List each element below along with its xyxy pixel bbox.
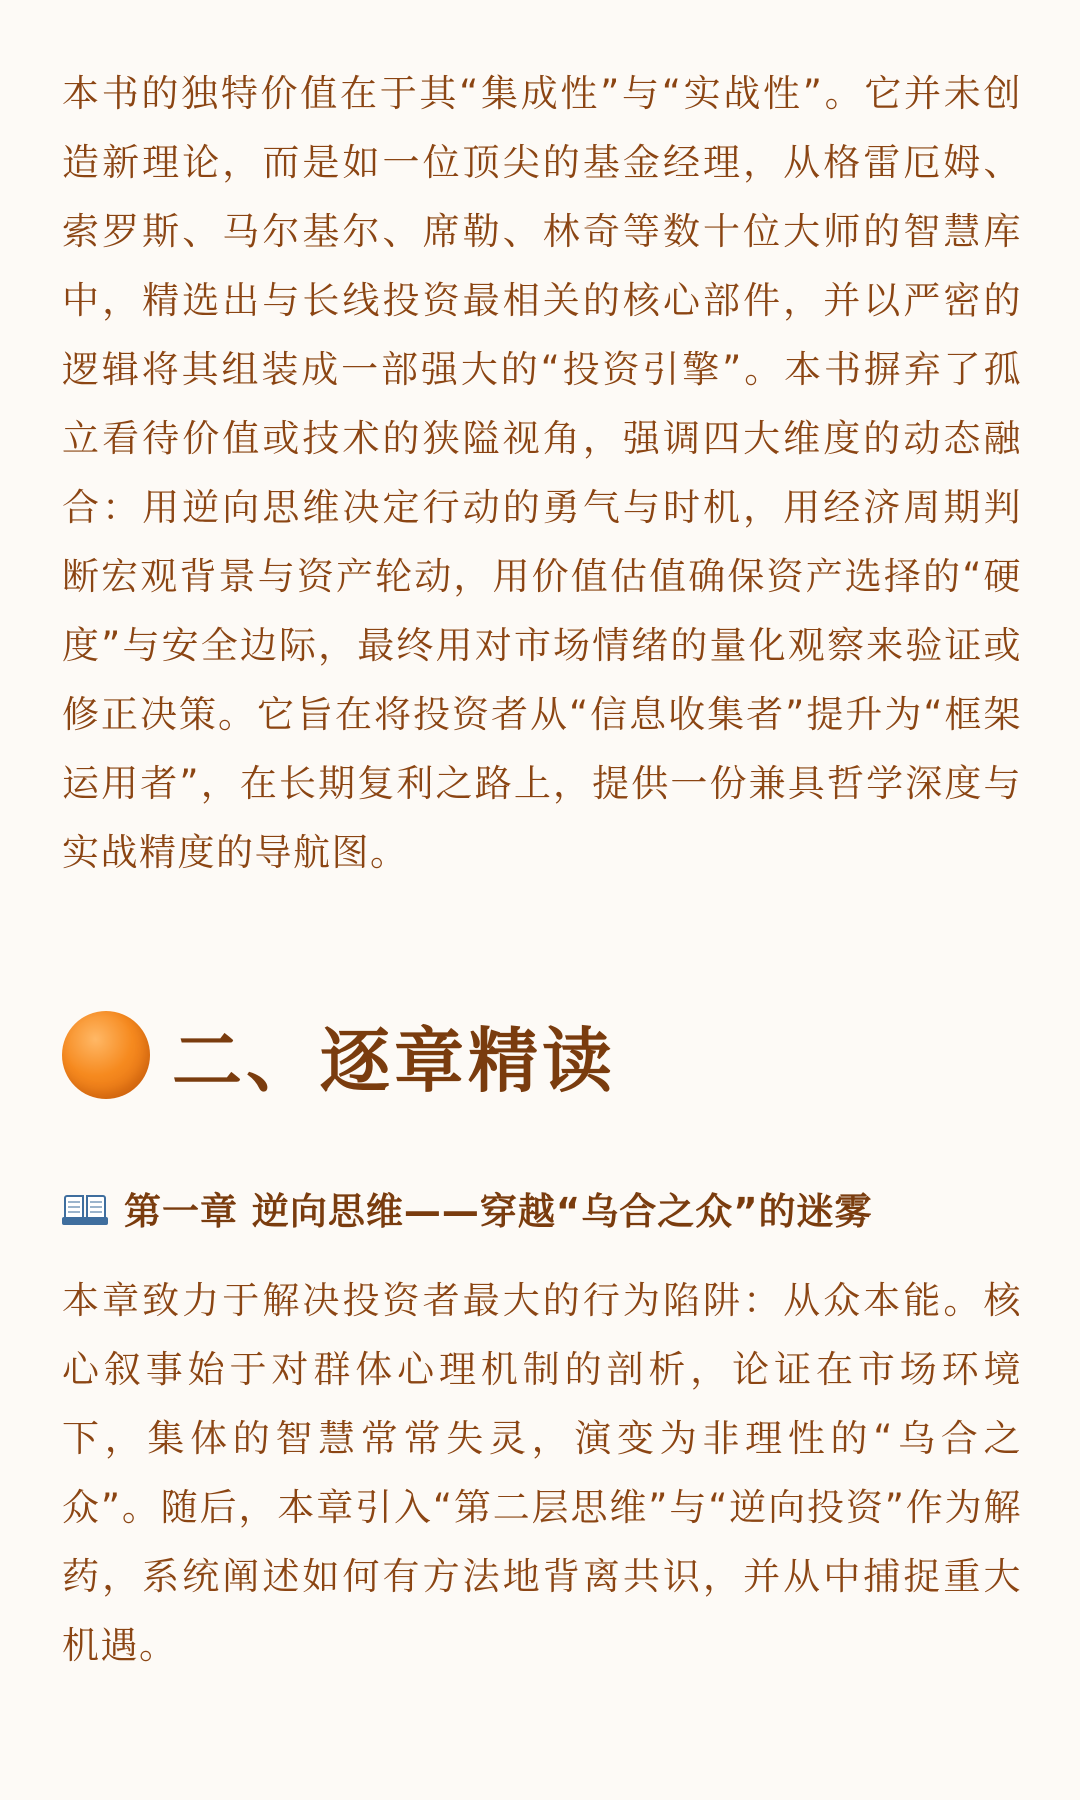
section-title: 二、逐章精读 — [172, 1019, 616, 1102]
orange-circle-icon — [62, 1011, 150, 1099]
section-heading — [62, 1000, 616, 1110]
chapter-paragraph: 本章致力于解决投资者最大的行为陷阱：从众本能。核心叙事始于对群体心理机制的剖析，论证在市场环境下，集体的智慧常常失灵，演变为非理性的“乌合之众”。随后，本章引入“第二层思维”与“逆向投资”作为解药，系统阐述如何有方法地背离共识，并从中捕捉重大机遇。 — [62, 1279, 1022, 1667]
intro-paragraph: 本书的独特价值在于其“集成性”与“实战性”。它并未创造新理论，而是如一位顶尖的基金经理，从格雷厄姆、索罗斯、马尔基尔、席勒、林奇等数十位大师的智慧库中，精选出与长线投资最相关的核心部件，并以严密的逻辑将其组装成一部强大的“投资引擎”。本书摒弃了孤立看待价值或技术的狭隘视角，强调四大维度的动态融合：用逆向思维决定行动的勇气与时机，用经济周期判断宏观背景与资产轮动，用价值估值确保资产选择的“硬度”与安全边际，最终用对市场情绪的量化观察来验证或修正决策。它旨在将投资者从“信息收集者”提升为“框架运用者”，在长期复利之路上，提供一份兼具哲学深度与实战精度的导航图。 — [62, 72, 1022, 874]
chapter-title: 第一章 逆向思维——穿越“乌合之众”的迷雾 — [124, 1190, 873, 1233]
open-book-icon — [62, 1191, 108, 1225]
chapter-heading — [62, 1176, 873, 1240]
